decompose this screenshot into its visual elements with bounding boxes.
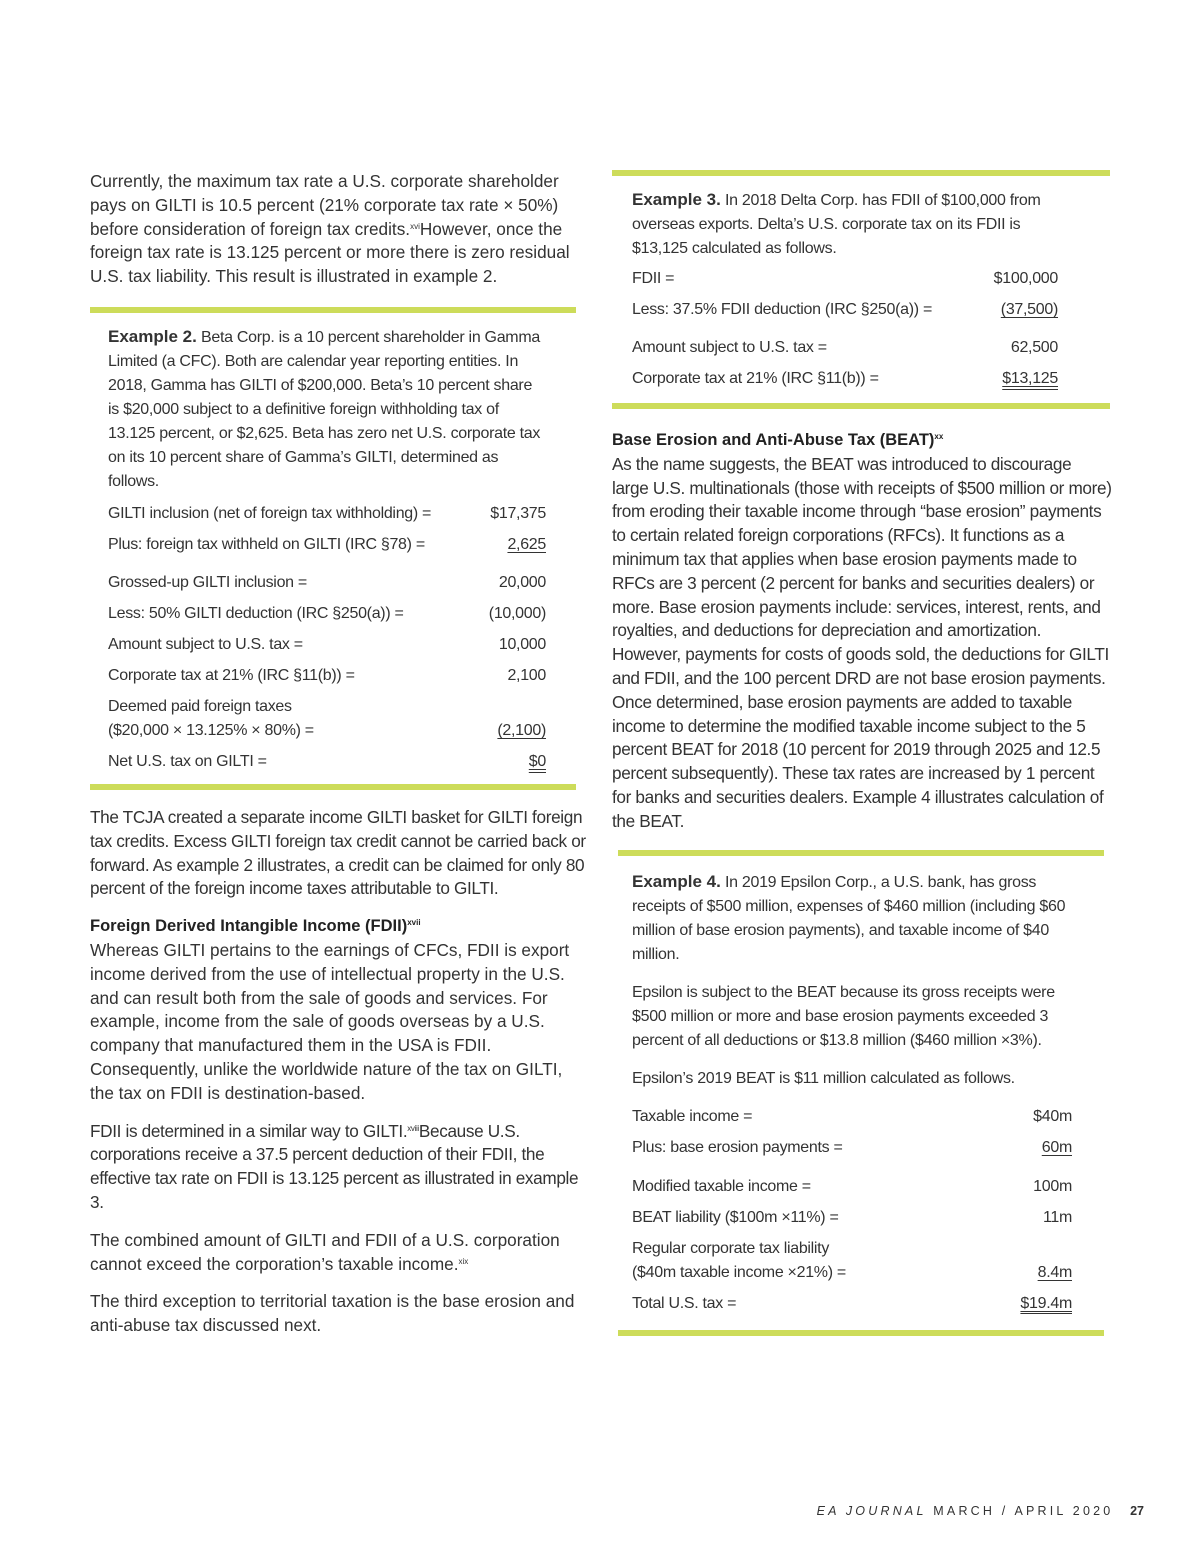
row-value: $40m xyxy=(1033,1107,1072,1125)
accent-rule-top xyxy=(612,170,1110,176)
row-value: 62,500 xyxy=(1010,339,1058,356)
intro-text: Currently, the maximum tax rate a U.S. corporate shareholder pays on GILTI is 10.5 percent (21% corporate tax rate × 50%) before consideration of foreign tax credits. xyxy=(90,171,559,239)
row-value: (10,000) xyxy=(488,604,546,622)
row-value: 60m xyxy=(1041,1138,1072,1156)
row-label: FDII = xyxy=(632,270,675,287)
calc-row xyxy=(632,1105,1072,1129)
row-label: Grossed-up GILTI inclusion = xyxy=(108,573,307,591)
row-value: $0 xyxy=(528,752,546,770)
row-label: Plus: base erosion payments = xyxy=(632,1138,843,1156)
beat-heading-text: Base Erosion and Anti-Abuse Tax (BEAT) xyxy=(612,431,935,449)
calc-row xyxy=(632,267,1058,291)
example-3-box xyxy=(612,170,1110,409)
row-value: 2,625 xyxy=(507,535,546,553)
journal-name: EA JOURNAL xyxy=(816,1504,927,1518)
row-label: Modified taxable income = xyxy=(632,1177,811,1195)
third-exception-paragraph: The third exception to territorial taxation is the base erosion and anti-abuse tax discussed next. xyxy=(90,1291,575,1336)
accent-rule-top xyxy=(618,850,1104,856)
beat-paragraph: As the name suggests, the BEAT was introduced to discourage large U.S. multinationals (those with receipts of $500 million or more) from eroding their taxable income through “base erosion” payments to certain related foreign corporations (RFCs). It functions as a minimum tax that applies when base erosion payments made to RFCs are 3 percent (2 percent for banks and securities dealers) or more. Base erosion payments include: services, interest, rents, and royalties, and deductions for depreciation and amortization. However, payments for costs of goods sold, the deductions for GILTI and FDII, and the 100 percent DRD are not base erosion payments. Once determined, base erosion payments are added to taxable income to determine the modified taxable income subject to the 5 percent BEAT for 2018 (10 percent for 2019 through 2025 and 12.5 percent subsequently). These tax rates are increased by 1 percent for banks and securities dealers. Example 4 illustrates calculation of the BEAT. xyxy=(612,453,1112,831)
calc-row xyxy=(108,695,546,743)
fdii-p2-text-cont: Because U.S. corporations receive a 37.5 percent deduction of their FDII, the effective tax rate on FDII is 13.125 percent as illustrated in example 3. xyxy=(90,1120,579,1212)
page-footer xyxy=(817,1504,1144,1518)
example-3-body: In 2018 Delta Corp. has FDII of $100,000 from overseas exports. Delta’s U.S. corporate tax on its FDII is $13,125 calculated as follows. xyxy=(632,192,1041,257)
calc-row xyxy=(108,602,546,626)
intro-text-cont: However, once the foreign tax rate is 13.125 percent or more there is zero residual U.S. tax liability. This result is illustrated in example 2. xyxy=(90,218,570,287)
calc-row xyxy=(632,1237,1072,1285)
calc-row xyxy=(632,1136,1072,1160)
fdii-p2-text: FDII is determined in a similar way to GILTI. xyxy=(90,1120,408,1141)
row-value: 2,100 xyxy=(507,666,546,684)
example-2-box xyxy=(90,307,576,790)
row-value: 10,000 xyxy=(498,635,546,653)
intro-paragraph xyxy=(90,170,590,289)
row-label: Less: 50% GILTI deduction (IRC §250(a)) = xyxy=(108,604,404,622)
example-2-title: Example 2. xyxy=(108,326,197,346)
footnote-ref: xviii xyxy=(407,1123,419,1133)
footnote-ref: xx xyxy=(934,432,944,441)
example-3-text xyxy=(632,188,1058,261)
example-4-title: Example 4. xyxy=(632,871,721,891)
row-label: Amount subject to U.S. tax = xyxy=(632,339,827,356)
row-label: Corporate tax at 21% (IRC §11(b)) = xyxy=(632,370,879,387)
tcja-paragraph: The TCJA created a separate income GILTI basket for GILTI foreign tax credits. Excess GILTI foreign tax credit cannot be carried back or forward. As example 2 illustrates, a credit can be claimed for only 80 percent of the foreign income taxes attributable to GILTI. xyxy=(90,806,586,899)
footnote-ref: xix xyxy=(458,1256,469,1266)
right-column xyxy=(612,170,1112,1336)
calc-row xyxy=(108,664,546,688)
accent-rule-bottom xyxy=(90,784,576,790)
example-4-box xyxy=(618,850,1110,1336)
row-value: 11m xyxy=(1042,1208,1072,1226)
row-label: BEAT liability ($100m ×11%) = xyxy=(632,1208,839,1226)
footnote-ref: xvi xyxy=(410,221,420,231)
fdii-paragraph-2 xyxy=(90,1120,590,1215)
row-value: $100,000 xyxy=(993,270,1058,287)
row-label: Total U.S. tax = xyxy=(632,1294,737,1312)
example-4-body: In 2019 Epsilon Corp., a U.S. bank, has gross receipts of $500 million, expenses of $460 million (including $60 million of base erosion payments), and taxable income of $40 million. xyxy=(632,873,1066,963)
calc-row xyxy=(632,1292,1072,1316)
row-label: Corporate tax at 21% (IRC §11(b)) = xyxy=(108,666,355,684)
example-4-body-3: Epsilon’s 2019 BEAT is $11 million calculated as follows. xyxy=(632,1069,1015,1087)
example-4-text xyxy=(632,870,1072,967)
beat-heading xyxy=(612,429,1112,453)
calc-row xyxy=(108,533,546,557)
row-label: Less: 37.5% FDII deduction (IRC §250(a)) = xyxy=(632,301,932,318)
row-value: $17,375 xyxy=(490,504,546,522)
calc-row xyxy=(632,336,1058,360)
fdii-paragraph-1: Whereas GILTI pertains to the earnings of CFCs, FDII is export income derived from the use of intellectual property in the U.S. and can result both from the sale of goods and services. For example, income from the sale of goods overseas by a U.S. company that manufactured them in the USA is FDII. Consequently, unlike the worldwide nature of the tax on GILTI, the tax on FDII is destination-based. xyxy=(90,939,570,1103)
example-2-body: Beta Corp. is a 10 percent shareholder in Gamma Limited (a CFC). Both are calendar year reporting entities. In 2018, Gamma has GILTI of $200,000. Beta’s 10 percent share is $20,000 subject to a definitive foreign withholding tax of 13.125 percent, or $2,625. Beta has zero net U.S. corporate tax on its 10 percent share of Gamma’s GILTI, determined as follows. xyxy=(108,328,541,490)
calc-row xyxy=(632,1206,1072,1230)
row-value: (2,100) xyxy=(497,721,546,739)
row-value: $19.4m xyxy=(1020,1294,1072,1312)
row-label: Plus: foreign tax withheld on GILTI (IRC §78) = xyxy=(108,535,425,553)
example-3-title: Example 3. xyxy=(632,190,721,209)
calc-row xyxy=(108,502,546,526)
example-4-body-2: Epsilon is subject to the BEAT because its gross receipts were $500 million or more and base erosion payments exceeded 3 percent of all deductions or $13.8 million ($460 million ×3%). xyxy=(632,983,1055,1049)
row-value: 100m xyxy=(1033,1177,1072,1195)
combined-paragraph xyxy=(90,1229,590,1277)
footnote-ref: xvii xyxy=(407,918,421,928)
row-label: Regular corporate tax liability ($40m taxable income ×21%) = xyxy=(632,1239,846,1281)
page-number: 27 xyxy=(1130,1504,1144,1518)
row-value: $13,125 xyxy=(1002,370,1058,387)
row-label: Net U.S. tax on GILTI = xyxy=(108,752,267,770)
accent-rule-top xyxy=(90,307,576,313)
row-label: Taxable income = xyxy=(632,1107,753,1125)
accent-rule-bottom xyxy=(618,1330,1104,1336)
row-value: 8.4m xyxy=(1037,1263,1072,1281)
row-value: 20,000 xyxy=(498,573,546,591)
calc-row xyxy=(632,1175,1072,1199)
calc-row xyxy=(632,298,1058,322)
fdii-heading-text: Foreign Derived Intangible Income (FDII) xyxy=(90,917,408,936)
row-value: (37,500) xyxy=(1000,301,1058,318)
combined-text: The combined amount of GILTI and FDII of a U.S. corporation cannot exceed the corporation’s taxable income. xyxy=(90,1229,560,1274)
left-column xyxy=(90,170,590,1352)
calc-row xyxy=(632,367,1058,391)
issue-date: MARCH / APRIL 2020 xyxy=(933,1504,1114,1518)
row-label: Deemed paid foreign taxes ($20,000 × 13.125% × 80%) = xyxy=(108,697,314,739)
row-label: GILTI inclusion (net of foreign tax withholding) = xyxy=(108,504,432,522)
fdii-heading xyxy=(90,915,590,939)
example-2-text xyxy=(108,325,546,494)
accent-rule-bottom xyxy=(612,403,1110,409)
calc-row xyxy=(108,750,546,774)
calc-row xyxy=(108,571,546,595)
calc-row xyxy=(108,633,546,657)
row-label: Amount subject to U.S. tax = xyxy=(108,635,303,653)
